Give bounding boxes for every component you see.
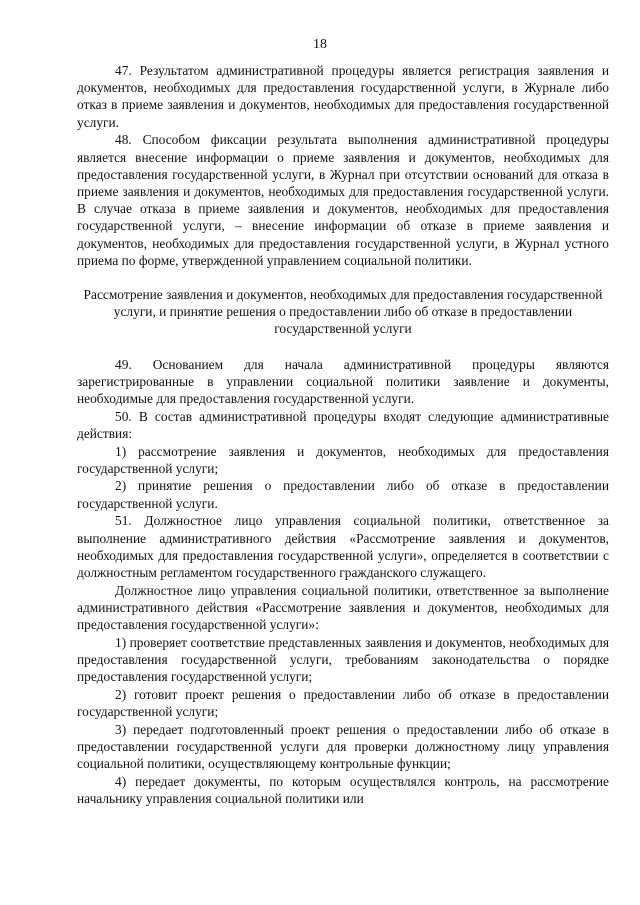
page-number: 18: [313, 37, 327, 52]
paragraph-responsible-official: Должностное лицо управления социальной политики, ответственное за выполнение административного действия «Рассмотрение заявления и документов, необходимых для предоставления государственной услуги»:: [77, 582, 609, 633]
list-item-51-1: 1) проверяет соответствие представленных заявления и документов, необходимых для предоставления государственной услуги, требованиям законодательства о порядке предоставления государственной услуги;: [77, 634, 609, 685]
paragraph-47: 47. Результатом административной процедуры является регистрация заявления и документов, необходимых для предоставления государственной услуги, в Журнале либо отказ в приеме заявления и документов, необходимых для предоставления государственной услуги.: [77, 63, 609, 130]
section-heading: Рассмотрение заявления и документов, необходимых для предоставления государственной услуги, и принятие решения о предоставлении либо об отказе в предоставлении государственной услуги: [83, 286, 603, 337]
paragraph-48: 48. Способом фиксации результата выполнения административной процедуры является внесение информации о приеме заявления и документов, необходимых для предоставления государственной услуги, в Журнал при отсутствии оснований для отказа в приеме заявления и документов, необходимых для предоставления государственной услуги. В случае отказа в приеме заявления и документов, необходимых для предоставления государственной услуги, – внесение информации об отказе в приеме заявления и документов, необходимых для предоставления государственной услуги, в Журнал устного приема по форме, утвержденной управлением социальной политики.: [77, 132, 609, 268]
document-body: [77, 62, 609, 808]
paragraph-50: 50. В состав административной процедуры входят следующие административные действия:: [77, 408, 609, 441]
list-item-51-2: 2) готовит проект решения о предоставлении либо об отказе в предоставлении государственной услуги;: [77, 686, 609, 720]
list-item-50-1: 1) рассмотрение заявления и документов, необходимых для предоставления государственной услуги;: [77, 443, 609, 476]
paragraph-51: 51. Должностное лицо управления социальной политики, ответственное за выполнение административного действия «Рассмотрение заявления и документов, необходимых для предоставления государственной услуги», определяется в соответствии с должностным регламентом государственного гражданского служащего.: [77, 513, 609, 580]
list-item-50-2: 2) принятие решения о предоставлении либо об отказе в предоставлении государственной услуги.: [77, 478, 609, 511]
list-item-51-3: 3) передает подготовленный проект решения о предоставлении либо об отказе в предоставлении государственной услуги для проверки должностному лицу управления социальной политики, осуществляющему контрольные функции;: [77, 721, 609, 772]
list-item-51-4: 4) передает документы, по которым осуществлялся контроль, на рассмотрение начальнику управления социальной политики или: [77, 773, 609, 807]
paragraph-49: 49. Основанием для начала административной процедуры являются зарегистрированные в управлении социальной политики заявление и документы, необходимые для предоставления государственной услуги.: [77, 356, 609, 406]
